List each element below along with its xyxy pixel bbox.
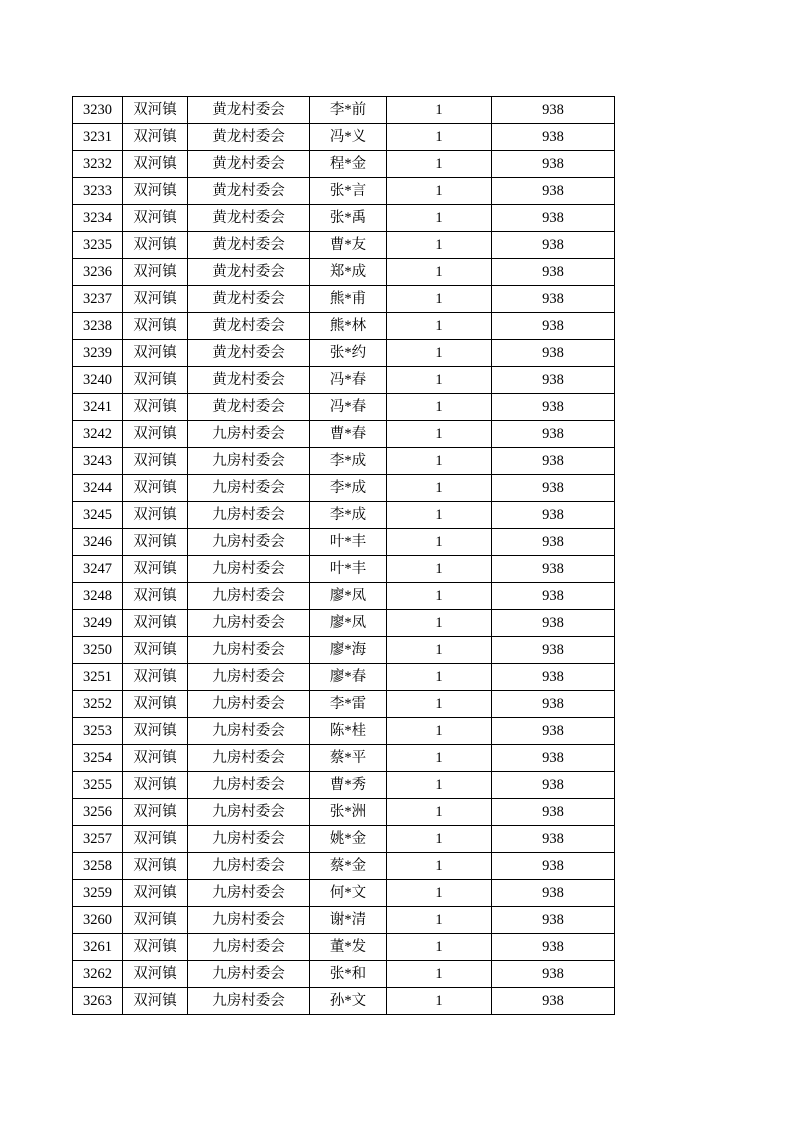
amount-cell: 938 (492, 394, 615, 421)
person-name-cell: 李*雷 (310, 691, 387, 718)
amount-cell: 938 (492, 691, 615, 718)
table-row (73, 826, 615, 853)
person-name-cell: 孙*文 (310, 988, 387, 1015)
serial-number-cell: 3242 (73, 421, 123, 448)
town-cell: 双河镇 (123, 286, 188, 313)
person-name-cell: 曹*春 (310, 421, 387, 448)
village-committee-cell: 黄龙村委会 (188, 124, 310, 151)
table-row (73, 961, 615, 988)
amount-cell: 938 (492, 853, 615, 880)
count-cell: 1 (387, 718, 492, 745)
table-row (73, 502, 615, 529)
table-row (73, 583, 615, 610)
count-cell: 1 (387, 853, 492, 880)
count-cell: 1 (387, 475, 492, 502)
table-row (73, 286, 615, 313)
village-committee-cell: 九房村委会 (188, 691, 310, 718)
town-cell: 双河镇 (123, 259, 188, 286)
town-cell: 双河镇 (123, 718, 188, 745)
table-row (73, 880, 615, 907)
village-committee-cell: 黄龙村委会 (188, 178, 310, 205)
village-committee-cell: 黄龙村委会 (188, 205, 310, 232)
table-row (73, 205, 615, 232)
town-cell: 双河镇 (123, 151, 188, 178)
count-cell: 1 (387, 988, 492, 1015)
amount-cell: 938 (492, 988, 615, 1015)
village-committee-cell: 九房村委会 (188, 826, 310, 853)
serial-number-cell: 3261 (73, 934, 123, 961)
count-cell: 1 (387, 205, 492, 232)
amount-cell: 938 (492, 97, 615, 124)
serial-number-cell: 3233 (73, 178, 123, 205)
table-row (73, 907, 615, 934)
town-cell: 双河镇 (123, 340, 188, 367)
village-committee-cell: 九房村委会 (188, 799, 310, 826)
town-cell: 双河镇 (123, 799, 188, 826)
amount-cell: 938 (492, 637, 615, 664)
person-name-cell: 曹*秀 (310, 772, 387, 799)
serial-number-cell: 3257 (73, 826, 123, 853)
serial-number-cell: 3256 (73, 799, 123, 826)
table-row (73, 988, 615, 1015)
amount-cell: 938 (492, 583, 615, 610)
person-name-cell: 冯*春 (310, 394, 387, 421)
person-name-cell: 张*洲 (310, 799, 387, 826)
village-committee-cell: 九房村委会 (188, 718, 310, 745)
town-cell: 双河镇 (123, 934, 188, 961)
roster-table (72, 96, 615, 1015)
serial-number-cell: 3259 (73, 880, 123, 907)
person-name-cell: 曹*友 (310, 232, 387, 259)
count-cell: 1 (387, 934, 492, 961)
count-cell: 1 (387, 556, 492, 583)
amount-cell: 938 (492, 151, 615, 178)
serial-number-cell: 3252 (73, 691, 123, 718)
serial-number-cell: 3258 (73, 853, 123, 880)
table-row (73, 124, 615, 151)
count-cell: 1 (387, 745, 492, 772)
amount-cell: 938 (492, 745, 615, 772)
village-committee-cell: 九房村委会 (188, 502, 310, 529)
amount-cell: 938 (492, 367, 615, 394)
table-row (73, 745, 615, 772)
serial-number-cell: 3253 (73, 718, 123, 745)
town-cell: 双河镇 (123, 880, 188, 907)
person-name-cell: 蔡*平 (310, 745, 387, 772)
serial-number-cell: 3247 (73, 556, 123, 583)
table-row (73, 529, 615, 556)
person-name-cell: 蔡*金 (310, 853, 387, 880)
person-name-cell: 熊*甫 (310, 286, 387, 313)
serial-number-cell: 3263 (73, 988, 123, 1015)
person-name-cell: 张*禹 (310, 205, 387, 232)
person-name-cell: 李*成 (310, 502, 387, 529)
serial-number-cell: 3240 (73, 367, 123, 394)
count-cell: 1 (387, 772, 492, 799)
serial-number-cell: 3236 (73, 259, 123, 286)
count-cell: 1 (387, 448, 492, 475)
serial-number-cell: 3238 (73, 313, 123, 340)
village-committee-cell: 九房村委会 (188, 934, 310, 961)
table-row (73, 637, 615, 664)
table-row (73, 97, 615, 124)
amount-cell: 938 (492, 286, 615, 313)
count-cell: 1 (387, 502, 492, 529)
person-name-cell: 张*言 (310, 178, 387, 205)
count-cell: 1 (387, 583, 492, 610)
count-cell: 1 (387, 907, 492, 934)
village-committee-cell: 九房村委会 (188, 610, 310, 637)
village-committee-cell: 黄龙村委会 (188, 151, 310, 178)
table-row (73, 934, 615, 961)
village-committee-cell: 黄龙村委会 (188, 97, 310, 124)
serial-number-cell: 3241 (73, 394, 123, 421)
count-cell: 1 (387, 529, 492, 556)
person-name-cell: 廖*春 (310, 664, 387, 691)
table-row (73, 448, 615, 475)
count-cell: 1 (387, 421, 492, 448)
person-name-cell: 谢*清 (310, 907, 387, 934)
count-cell: 1 (387, 826, 492, 853)
village-committee-cell: 九房村委会 (188, 853, 310, 880)
town-cell: 双河镇 (123, 583, 188, 610)
serial-number-cell: 3231 (73, 124, 123, 151)
person-name-cell: 李*成 (310, 475, 387, 502)
serial-number-cell: 3262 (73, 961, 123, 988)
serial-number-cell: 3237 (73, 286, 123, 313)
amount-cell: 938 (492, 124, 615, 151)
person-name-cell: 张*和 (310, 961, 387, 988)
serial-number-cell: 3248 (73, 583, 123, 610)
count-cell: 1 (387, 259, 492, 286)
person-name-cell: 廖*凤 (310, 610, 387, 637)
village-committee-cell: 九房村委会 (188, 907, 310, 934)
table-row (73, 475, 615, 502)
village-committee-cell: 九房村委会 (188, 664, 310, 691)
serial-number-cell: 3254 (73, 745, 123, 772)
village-committee-cell: 黄龙村委会 (188, 286, 310, 313)
serial-number-cell: 3239 (73, 340, 123, 367)
count-cell: 1 (387, 313, 492, 340)
person-name-cell: 冯*义 (310, 124, 387, 151)
person-name-cell: 叶*丰 (310, 529, 387, 556)
village-committee-cell: 九房村委会 (188, 421, 310, 448)
amount-cell: 938 (492, 772, 615, 799)
village-committee-cell: 九房村委会 (188, 637, 310, 664)
town-cell: 双河镇 (123, 124, 188, 151)
amount-cell: 938 (492, 880, 615, 907)
serial-number-cell: 3234 (73, 205, 123, 232)
count-cell: 1 (387, 178, 492, 205)
person-name-cell: 何*文 (310, 880, 387, 907)
town-cell: 双河镇 (123, 313, 188, 340)
village-committee-cell: 九房村委会 (188, 475, 310, 502)
count-cell: 1 (387, 151, 492, 178)
amount-cell: 938 (492, 718, 615, 745)
count-cell: 1 (387, 286, 492, 313)
amount-cell: 938 (492, 259, 615, 286)
table-row (73, 259, 615, 286)
count-cell: 1 (387, 961, 492, 988)
village-committee-cell: 黄龙村委会 (188, 313, 310, 340)
table-row (73, 691, 615, 718)
town-cell: 双河镇 (123, 988, 188, 1015)
serial-number-cell: 3245 (73, 502, 123, 529)
person-name-cell: 熊*林 (310, 313, 387, 340)
serial-number-cell: 3250 (73, 637, 123, 664)
amount-cell: 938 (492, 664, 615, 691)
village-committee-cell: 黄龙村委会 (188, 232, 310, 259)
table-row (73, 313, 615, 340)
table-row (73, 367, 615, 394)
table-row (73, 664, 615, 691)
town-cell: 双河镇 (123, 664, 188, 691)
town-cell: 双河镇 (123, 826, 188, 853)
town-cell: 双河镇 (123, 178, 188, 205)
count-cell: 1 (387, 394, 492, 421)
amount-cell: 938 (492, 826, 615, 853)
amount-cell: 938 (492, 610, 615, 637)
village-committee-cell: 九房村委会 (188, 961, 310, 988)
amount-cell: 938 (492, 232, 615, 259)
village-committee-cell: 黄龙村委会 (188, 367, 310, 394)
amount-cell: 938 (492, 556, 615, 583)
town-cell: 双河镇 (123, 205, 188, 232)
count-cell: 1 (387, 637, 492, 664)
amount-cell: 938 (492, 799, 615, 826)
amount-cell: 938 (492, 421, 615, 448)
serial-number-cell: 3246 (73, 529, 123, 556)
village-committee-cell: 九房村委会 (188, 556, 310, 583)
town-cell: 双河镇 (123, 961, 188, 988)
town-cell: 双河镇 (123, 610, 188, 637)
amount-cell: 938 (492, 475, 615, 502)
count-cell: 1 (387, 124, 492, 151)
serial-number-cell: 3249 (73, 610, 123, 637)
village-committee-cell: 九房村委会 (188, 745, 310, 772)
table-row (73, 853, 615, 880)
town-cell: 双河镇 (123, 556, 188, 583)
village-committee-cell: 九房村委会 (188, 880, 310, 907)
table-row (73, 178, 615, 205)
person-name-cell: 董*发 (310, 934, 387, 961)
serial-number-cell: 3251 (73, 664, 123, 691)
table-row (73, 556, 615, 583)
town-cell: 双河镇 (123, 421, 188, 448)
town-cell: 双河镇 (123, 853, 188, 880)
person-name-cell: 程*金 (310, 151, 387, 178)
town-cell: 双河镇 (123, 97, 188, 124)
amount-cell: 938 (492, 205, 615, 232)
amount-cell: 938 (492, 502, 615, 529)
town-cell: 双河镇 (123, 691, 188, 718)
table-row (73, 394, 615, 421)
person-name-cell: 冯*春 (310, 367, 387, 394)
count-cell: 1 (387, 799, 492, 826)
town-cell: 双河镇 (123, 907, 188, 934)
amount-cell: 938 (492, 340, 615, 367)
serial-number-cell: 3230 (73, 97, 123, 124)
table-row (73, 772, 615, 799)
table-row (73, 340, 615, 367)
town-cell: 双河镇 (123, 745, 188, 772)
village-committee-cell: 九房村委会 (188, 529, 310, 556)
table-row (73, 799, 615, 826)
count-cell: 1 (387, 97, 492, 124)
village-committee-cell: 九房村委会 (188, 772, 310, 799)
town-cell: 双河镇 (123, 475, 188, 502)
serial-number-cell: 3244 (73, 475, 123, 502)
table-row (73, 232, 615, 259)
village-committee-cell: 九房村委会 (188, 583, 310, 610)
serial-number-cell: 3235 (73, 232, 123, 259)
village-committee-cell: 黄龙村委会 (188, 394, 310, 421)
table-row (73, 421, 615, 448)
count-cell: 1 (387, 610, 492, 637)
count-cell: 1 (387, 367, 492, 394)
amount-cell: 938 (492, 934, 615, 961)
town-cell: 双河镇 (123, 772, 188, 799)
person-name-cell: 张*约 (310, 340, 387, 367)
amount-cell: 938 (492, 907, 615, 934)
count-cell: 1 (387, 340, 492, 367)
village-committee-cell: 九房村委会 (188, 988, 310, 1015)
amount-cell: 938 (492, 961, 615, 988)
roster-table-body (73, 97, 615, 1015)
village-committee-cell: 九房村委会 (188, 448, 310, 475)
serial-number-cell: 3243 (73, 448, 123, 475)
person-name-cell: 李*成 (310, 448, 387, 475)
village-committee-cell: 黄龙村委会 (188, 340, 310, 367)
town-cell: 双河镇 (123, 367, 188, 394)
serial-number-cell: 3255 (73, 772, 123, 799)
count-cell: 1 (387, 664, 492, 691)
town-cell: 双河镇 (123, 232, 188, 259)
count-cell: 1 (387, 880, 492, 907)
count-cell: 1 (387, 232, 492, 259)
table-row (73, 718, 615, 745)
serial-number-cell: 3260 (73, 907, 123, 934)
town-cell: 双河镇 (123, 448, 188, 475)
town-cell: 双河镇 (123, 502, 188, 529)
town-cell: 双河镇 (123, 394, 188, 421)
person-name-cell: 叶*丰 (310, 556, 387, 583)
table-row (73, 151, 615, 178)
amount-cell: 938 (492, 529, 615, 556)
amount-cell: 938 (492, 178, 615, 205)
person-name-cell: 郑*成 (310, 259, 387, 286)
table-row (73, 610, 615, 637)
village-committee-cell: 黄龙村委会 (188, 259, 310, 286)
person-name-cell: 陈*桂 (310, 718, 387, 745)
amount-cell: 938 (492, 448, 615, 475)
person-name-cell: 廖*凤 (310, 583, 387, 610)
town-cell: 双河镇 (123, 637, 188, 664)
amount-cell: 938 (492, 313, 615, 340)
person-name-cell: 姚*金 (310, 826, 387, 853)
serial-number-cell: 3232 (73, 151, 123, 178)
person-name-cell: 李*前 (310, 97, 387, 124)
count-cell: 1 (387, 691, 492, 718)
person-name-cell: 廖*海 (310, 637, 387, 664)
town-cell: 双河镇 (123, 529, 188, 556)
